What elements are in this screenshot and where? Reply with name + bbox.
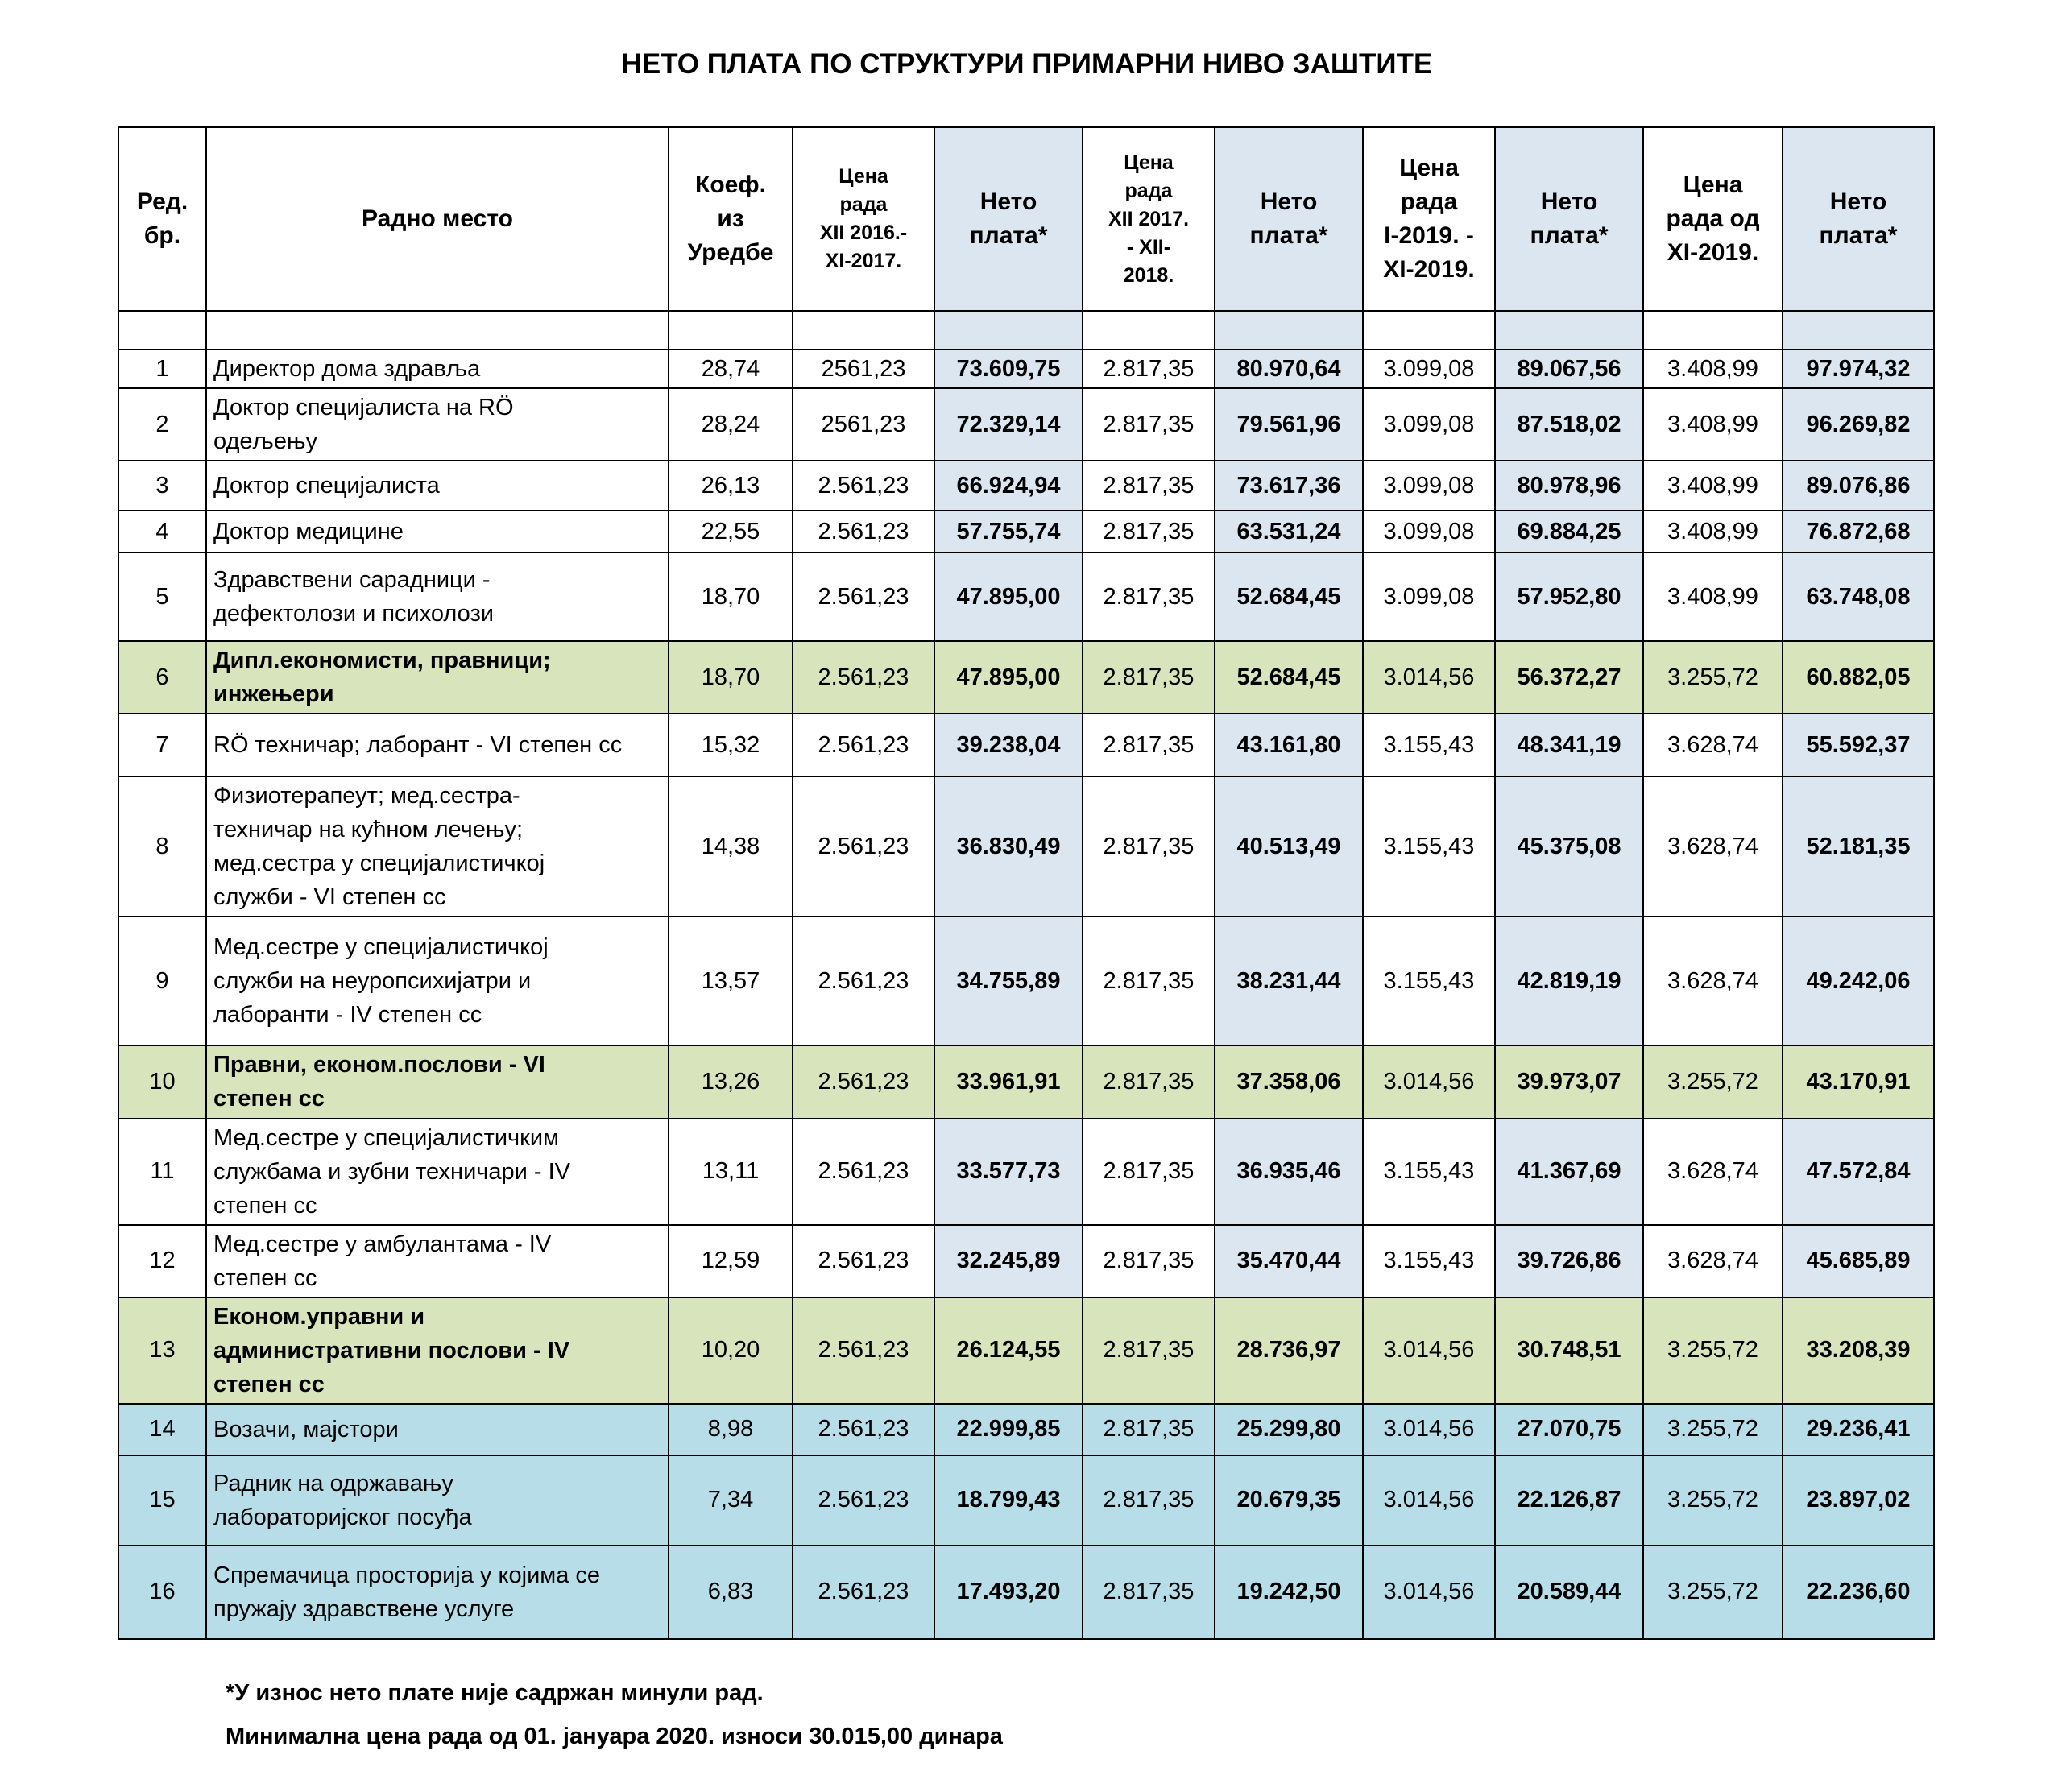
price-2018: 2.817,35 [1083, 1404, 1215, 1455]
price-2019: 3.155,43 [1363, 1225, 1495, 1297]
net-2017: 32.245,89 [934, 1225, 1083, 1297]
row-number: 10 [118, 1045, 206, 1118]
price-2020: 3.628,74 [1643, 714, 1783, 776]
header-line: Цена [1124, 151, 1174, 174]
header-line: Цена [839, 165, 888, 188]
price-2020: 3.255,72 [1643, 641, 1783, 714]
header-line: Нето [979, 188, 1037, 215]
job-title-line: Доктор специјалиста на RÖ [213, 395, 514, 421]
job-title [206, 1404, 669, 1455]
job-title-line: степен сс [213, 1371, 325, 1397]
net-2018: 80.970,64 [1215, 350, 1363, 388]
net-2020: 76.872,68 [1783, 511, 1934, 552]
price-2020: 3.408,99 [1643, 552, 1783, 641]
price-2020: 3.408,99 [1643, 388, 1783, 461]
price-2020: 3.408,99 [1643, 461, 1783, 511]
price-2019: 3.099,08 [1363, 552, 1495, 641]
row-number: 8 [118, 776, 206, 917]
net-2019: 57.952,80 [1495, 552, 1643, 641]
job-title-line: Возачи, мајстори [213, 1416, 399, 1442]
job-title [206, 776, 669, 917]
table-row [118, 511, 1934, 552]
net-2018: 73.617,36 [1215, 461, 1363, 511]
price-2018: 2.817,35 [1083, 511, 1215, 552]
price-2018: 2.817,35 [1083, 350, 1215, 388]
row-number: 15 [118, 1455, 206, 1546]
job-title-line: мед.сестра у специјалистичкој [213, 850, 545, 877]
net-2019: 89.067,56 [1495, 350, 1643, 388]
net-2019: 27.070,75 [1495, 1404, 1643, 1455]
price-2018: 2.817,35 [1083, 388, 1215, 461]
job-title [206, 714, 669, 776]
net-2017: 33.577,73 [934, 1119, 1083, 1225]
price-2019: 3.099,08 [1363, 461, 1495, 511]
net-2017: 47.895,00 [934, 552, 1083, 641]
table-row [118, 350, 1934, 388]
header-line: Радно место [362, 205, 513, 232]
price-2019: 3.014,56 [1363, 1455, 1495, 1546]
net-2020: 49.242,06 [1783, 917, 1934, 1045]
price-2017: 2.561,23 [793, 511, 934, 552]
table-row [118, 1546, 1934, 1639]
job-title-line: Спремачица просторија у којима се [213, 1562, 601, 1588]
row-number: 13 [118, 1297, 206, 1404]
header-line: из [717, 205, 744, 232]
header-net-2020 [1783, 127, 1934, 311]
net-2018: 25.299,80 [1215, 1404, 1363, 1455]
job-title-line: Радник на одржавању [213, 1470, 453, 1496]
job-title [206, 350, 669, 388]
header-net-2018 [1215, 127, 1363, 311]
job-title-line: службама и зубни техничари - IV [213, 1158, 571, 1185]
job-title-line: RÖ техничар; лаборант - VI степен сс [213, 732, 623, 759]
net-2018: 40.513,49 [1215, 776, 1363, 917]
price-2018: 2.817,35 [1083, 1455, 1215, 1546]
page-title: НЕТО ПЛАТА ПО СТРУКТУРИ ПРИМАРНИ НИВО ЗАШТИТЕ [621, 48, 1433, 80]
job-title [206, 1225, 669, 1297]
header-line: Коеф. [695, 172, 766, 198]
net-2017: 47.895,00 [934, 641, 1083, 714]
job-title [206, 388, 669, 461]
table-row [118, 776, 1934, 917]
net-2019: 45.375,08 [1495, 776, 1643, 917]
price-2020: 3.628,74 [1643, 917, 1783, 1045]
job-title-line: лаборанти - IV степен сс [213, 1002, 482, 1028]
job-title-line: техничар на кућном лечењу; [213, 817, 524, 843]
price-2018: 2.817,35 [1083, 714, 1215, 776]
net-2018: 79.561,96 [1215, 388, 1363, 461]
net-2020: 96.269,82 [1783, 388, 1934, 461]
net-2018: 28.736,97 [1215, 1297, 1363, 1404]
net-2019: 39.726,86 [1495, 1225, 1643, 1297]
net-2018: 52.684,45 [1215, 552, 1363, 641]
net-2018: 38.231,44 [1215, 917, 1363, 1045]
footnote-minimum-wage: Минимална цена рада од 01. јануара 2020. износи 30.015,00 динара [226, 1724, 1003, 1749]
header-net-2017 [934, 127, 1083, 311]
coefficient: 15,32 [669, 714, 793, 776]
net-2018: 20.679,35 [1215, 1455, 1363, 1546]
job-title-line: административни послови - IV [213, 1337, 570, 1364]
coefficient: 22,55 [669, 511, 793, 552]
header-line: - XII- [1126, 235, 1171, 259]
price-2020: 3.628,74 [1643, 776, 1783, 917]
coefficient: 13,26 [669, 1045, 793, 1118]
coefficient: 7,34 [669, 1455, 793, 1546]
net-2019: 22.126,87 [1495, 1455, 1643, 1546]
price-2017: 2561,23 [793, 388, 934, 461]
header-line: Цена [1399, 155, 1459, 181]
net-2017: 18.799,43 [934, 1455, 1083, 1546]
price-2018: 2.817,35 [1083, 776, 1215, 917]
table-row [118, 461, 1934, 511]
price-2017: 2.561,23 [793, 1546, 934, 1639]
table-row [118, 1045, 1934, 1118]
price-2020: 3.628,74 [1643, 1119, 1783, 1225]
net-2018: 19.242,50 [1215, 1546, 1363, 1639]
header-price-2020 [1643, 127, 1783, 311]
table-row [118, 1404, 1934, 1455]
coefficient: 8,98 [669, 1404, 793, 1455]
price-2019: 3.014,56 [1363, 1045, 1495, 1118]
header-line: рада [1400, 188, 1458, 215]
net-2017: 26.124,55 [934, 1297, 1083, 1404]
net-2019: 30.748,51 [1495, 1297, 1643, 1404]
row-number: 12 [118, 1225, 206, 1297]
job-title-line: степен сс [213, 1192, 317, 1219]
price-2017: 2.561,23 [793, 1455, 934, 1546]
price-2017: 2.561,23 [793, 552, 934, 641]
net-2017: 33.961,91 [934, 1045, 1083, 1118]
net-2017: 72.329,14 [934, 388, 1083, 461]
price-2018: 2.817,35 [1083, 552, 1215, 641]
job-title-line: Правни, економ.послови - VI [213, 1052, 545, 1078]
price-2017: 2.561,23 [793, 1119, 934, 1225]
header-line: 2018. [1123, 263, 1174, 287]
net-2018: 36.935,46 [1215, 1119, 1363, 1225]
header-line: плата* [1249, 222, 1328, 249]
job-title-line: лабораторијског посуђа [213, 1504, 472, 1530]
net-2019: 87.518,02 [1495, 388, 1643, 461]
job-title-line: Доктор специјалиста [213, 473, 440, 499]
row-number: 16 [118, 1546, 206, 1639]
job-title-line: служби на неуропсихијатри и [213, 968, 532, 995]
net-2017: 34.755,89 [934, 917, 1083, 1045]
price-2018: 2.817,35 [1083, 641, 1215, 714]
job-title-line: служби - VI степен сс [213, 884, 446, 911]
net-2020: 29.236,41 [1783, 1404, 1934, 1455]
price-2019: 3.155,43 [1363, 917, 1495, 1045]
net-2020: 23.897,02 [1783, 1455, 1934, 1546]
price-2020: 3.408,99 [1643, 511, 1783, 552]
header-line: Цена [1683, 172, 1743, 198]
header-job-title [206, 127, 669, 311]
coefficient: 28,74 [669, 350, 793, 388]
price-2019: 3.099,08 [1363, 388, 1495, 461]
price-2017: 2.561,23 [793, 1045, 934, 1118]
table-row [118, 641, 1934, 714]
net-2020: 97.974,32 [1783, 350, 1934, 388]
footnotes [226, 1671, 1003, 1758]
net-2017: 36.830,49 [934, 776, 1083, 917]
row-number: 2 [118, 388, 206, 461]
price-2019: 3.099,08 [1363, 350, 1495, 388]
header-line: Нето [1829, 188, 1887, 215]
net-2020: 22.236,60 [1783, 1546, 1934, 1639]
net-2017: 22.999,85 [934, 1404, 1083, 1455]
job-title-line: Доктор медицине [213, 519, 404, 545]
header-line: рада [1124, 179, 1173, 202]
price-2018: 2.817,35 [1083, 1119, 1215, 1225]
table-row [118, 1225, 1934, 1297]
price-2019: 3.155,43 [1363, 776, 1495, 917]
job-title-line: Мед.сестре у специјалистичким [213, 1124, 559, 1151]
job-title [206, 1045, 669, 1118]
table-row [118, 714, 1934, 776]
header-row-number [118, 127, 206, 311]
net-2019: 42.819,19 [1495, 917, 1643, 1045]
job-title-line: Директор дома здравља [213, 356, 481, 382]
price-2017: 2.561,23 [793, 1225, 934, 1297]
table-row [118, 1297, 1934, 1404]
job-title [206, 461, 669, 511]
table-row [118, 1455, 1934, 1546]
header-price-2018 [1083, 127, 1215, 311]
price-2018: 2.817,35 [1083, 1297, 1215, 1404]
coefficient: 13,11 [669, 1119, 793, 1225]
header-line: Ред. [136, 188, 188, 215]
row-number: 6 [118, 641, 206, 714]
price-2017: 2.561,23 [793, 1297, 934, 1404]
header-line: Нето [1260, 188, 1318, 215]
spacer-row [118, 311, 1934, 350]
job-title [206, 917, 669, 1045]
header-coefficient [669, 127, 793, 311]
table-row [118, 1119, 1934, 1225]
header-net-2019 [1495, 127, 1643, 311]
price-2020: 3.255,72 [1643, 1546, 1783, 1639]
header-line: плата* [1530, 222, 1609, 249]
net-2019: 69.884,25 [1495, 511, 1643, 552]
row-number: 14 [118, 1404, 206, 1455]
job-title-line: дефектолози и психолози [213, 601, 494, 627]
row-number: 4 [118, 511, 206, 552]
net-2020: 89.076,86 [1783, 461, 1934, 511]
job-title [206, 641, 669, 714]
job-title [206, 1119, 669, 1225]
job-title [206, 552, 669, 641]
job-title-line: одељењу [213, 428, 318, 455]
net-2020: 63.748,08 [1783, 552, 1934, 641]
row-number: 11 [118, 1119, 206, 1225]
price-2020: 3.255,72 [1643, 1455, 1783, 1546]
price-2019: 3.014,56 [1363, 1546, 1495, 1639]
coefficient: 12,59 [669, 1225, 793, 1297]
net-2019: 48.341,19 [1495, 714, 1643, 776]
header-line: I-2019. - [1384, 222, 1474, 249]
row-number: 9 [118, 917, 206, 1045]
price-2019: 3.155,43 [1363, 714, 1495, 776]
job-title-line: инжењери [213, 681, 334, 708]
net-2018: 52.684,45 [1215, 641, 1363, 714]
coefficient: 28,24 [669, 388, 793, 461]
price-2017: 2.561,23 [793, 776, 934, 917]
coefficient: 18,70 [669, 552, 793, 641]
price-2020: 3.255,72 [1643, 1045, 1783, 1118]
net-2017: 57.755,74 [934, 511, 1083, 552]
job-title-line: Мед.сестре у специјалистичкој [213, 934, 549, 961]
price-2019: 3.155,43 [1363, 1119, 1495, 1225]
net-2019: 80.978,96 [1495, 461, 1643, 511]
header-line: XII 2016.- [819, 221, 908, 244]
job-title-line: Физиотерапеут; мед.сестра- [213, 783, 520, 809]
net-2018: 43.161,80 [1215, 714, 1363, 776]
price-2020: 3.255,72 [1643, 1404, 1783, 1455]
price-2019: 3.014,56 [1363, 641, 1495, 714]
job-title-line: пружају здравствене услуге [213, 1595, 515, 1622]
price-2018: 2.817,35 [1083, 461, 1215, 511]
header-line: рада [839, 193, 888, 216]
price-2020: 3.628,74 [1643, 1225, 1783, 1297]
header-line: плата* [1819, 222, 1898, 249]
net-2020: 55.592,37 [1783, 714, 1934, 776]
price-2017: 2.561,23 [793, 461, 934, 511]
job-title [206, 1546, 669, 1639]
net-2020: 43.170,91 [1783, 1045, 1934, 1118]
header-line: плата* [969, 222, 1048, 249]
salary-table [118, 126, 1935, 1640]
net-2019: 20.589,44 [1495, 1546, 1643, 1639]
net-2018: 35.470,44 [1215, 1225, 1363, 1297]
row-number: 3 [118, 461, 206, 511]
price-2019: 3.014,56 [1363, 1297, 1495, 1404]
table-row [118, 552, 1934, 641]
header-line: бр. [143, 222, 181, 249]
header-line: Уредбе [687, 239, 774, 266]
net-2017: 39.238,04 [934, 714, 1083, 776]
coefficient: 14,38 [669, 776, 793, 917]
price-2017: 2.561,23 [793, 641, 934, 714]
job-title-line: степен сс [213, 1264, 317, 1291]
header-line: XII 2017. [1108, 207, 1190, 230]
price-2020: 3.255,72 [1643, 1297, 1783, 1404]
net-2017: 73.609,75 [934, 350, 1083, 388]
job-title-line: Мед.сестре у амбулантама - IV [213, 1231, 552, 1257]
header-line: XI-2019. [1667, 239, 1759, 266]
row-number: 5 [118, 552, 206, 641]
net-2020: 47.572,84 [1783, 1119, 1934, 1225]
price-2017: 2.561,23 [793, 1404, 934, 1455]
price-2018: 2.817,35 [1083, 1225, 1215, 1297]
job-title [206, 1297, 669, 1404]
coefficient: 26,13 [669, 461, 793, 511]
row-number: 7 [118, 714, 206, 776]
job-title [206, 1455, 669, 1546]
job-title [206, 511, 669, 552]
header-row [118, 127, 1934, 311]
job-title-line: Економ.управни и [213, 1303, 425, 1330]
net-2018: 63.531,24 [1215, 511, 1363, 552]
price-2017: 2.561,23 [793, 917, 934, 1045]
coefficient: 13,57 [669, 917, 793, 1045]
net-2019: 39.973,07 [1495, 1045, 1643, 1118]
net-2018: 37.358,06 [1215, 1045, 1363, 1118]
price-2018: 2.817,35 [1083, 1045, 1215, 1118]
price-2019: 3.099,08 [1363, 511, 1495, 552]
price-2017: 2.561,23 [793, 714, 934, 776]
coefficient: 10,20 [669, 1297, 793, 1404]
net-2020: 45.685,89 [1783, 1225, 1934, 1297]
net-2020: 33.208,39 [1783, 1297, 1934, 1404]
net-2019: 41.367,69 [1495, 1119, 1643, 1225]
net-2017: 66.924,94 [934, 461, 1083, 511]
job-title-line: Здравствени сарадници - [213, 567, 491, 594]
header-line: рада од [1666, 205, 1760, 232]
price-2018: 2.817,35 [1083, 917, 1215, 1045]
price-2020: 3.408,99 [1643, 350, 1783, 388]
header-line: XI-2017. [825, 250, 902, 272]
coefficient: 6,83 [669, 1546, 793, 1639]
row-number: 1 [118, 350, 206, 388]
footnote-seniority: *У износ нето плате није садржан минули рад. [226, 1680, 764, 1706]
header-price-2019 [1363, 127, 1495, 311]
net-2019: 56.372,27 [1495, 641, 1643, 714]
header-line: XI-2019. [1383, 256, 1475, 283]
header-price-2017 [793, 127, 934, 311]
header-line: Нето [1540, 188, 1598, 215]
price-2019: 3.014,56 [1363, 1404, 1495, 1455]
job-title-line: степен сс [213, 1086, 325, 1112]
table-row [118, 388, 1934, 461]
table-row [118, 917, 1934, 1045]
job-title-line: Дипл.економисти, правници; [213, 648, 551, 674]
price-2018: 2.817,35 [1083, 1546, 1215, 1639]
coefficient: 18,70 [669, 641, 793, 714]
net-2020: 52.181,35 [1783, 776, 1934, 917]
price-2017: 2561,23 [793, 350, 934, 388]
net-2017: 17.493,20 [934, 1546, 1083, 1639]
net-2020: 60.882,05 [1783, 641, 1934, 714]
